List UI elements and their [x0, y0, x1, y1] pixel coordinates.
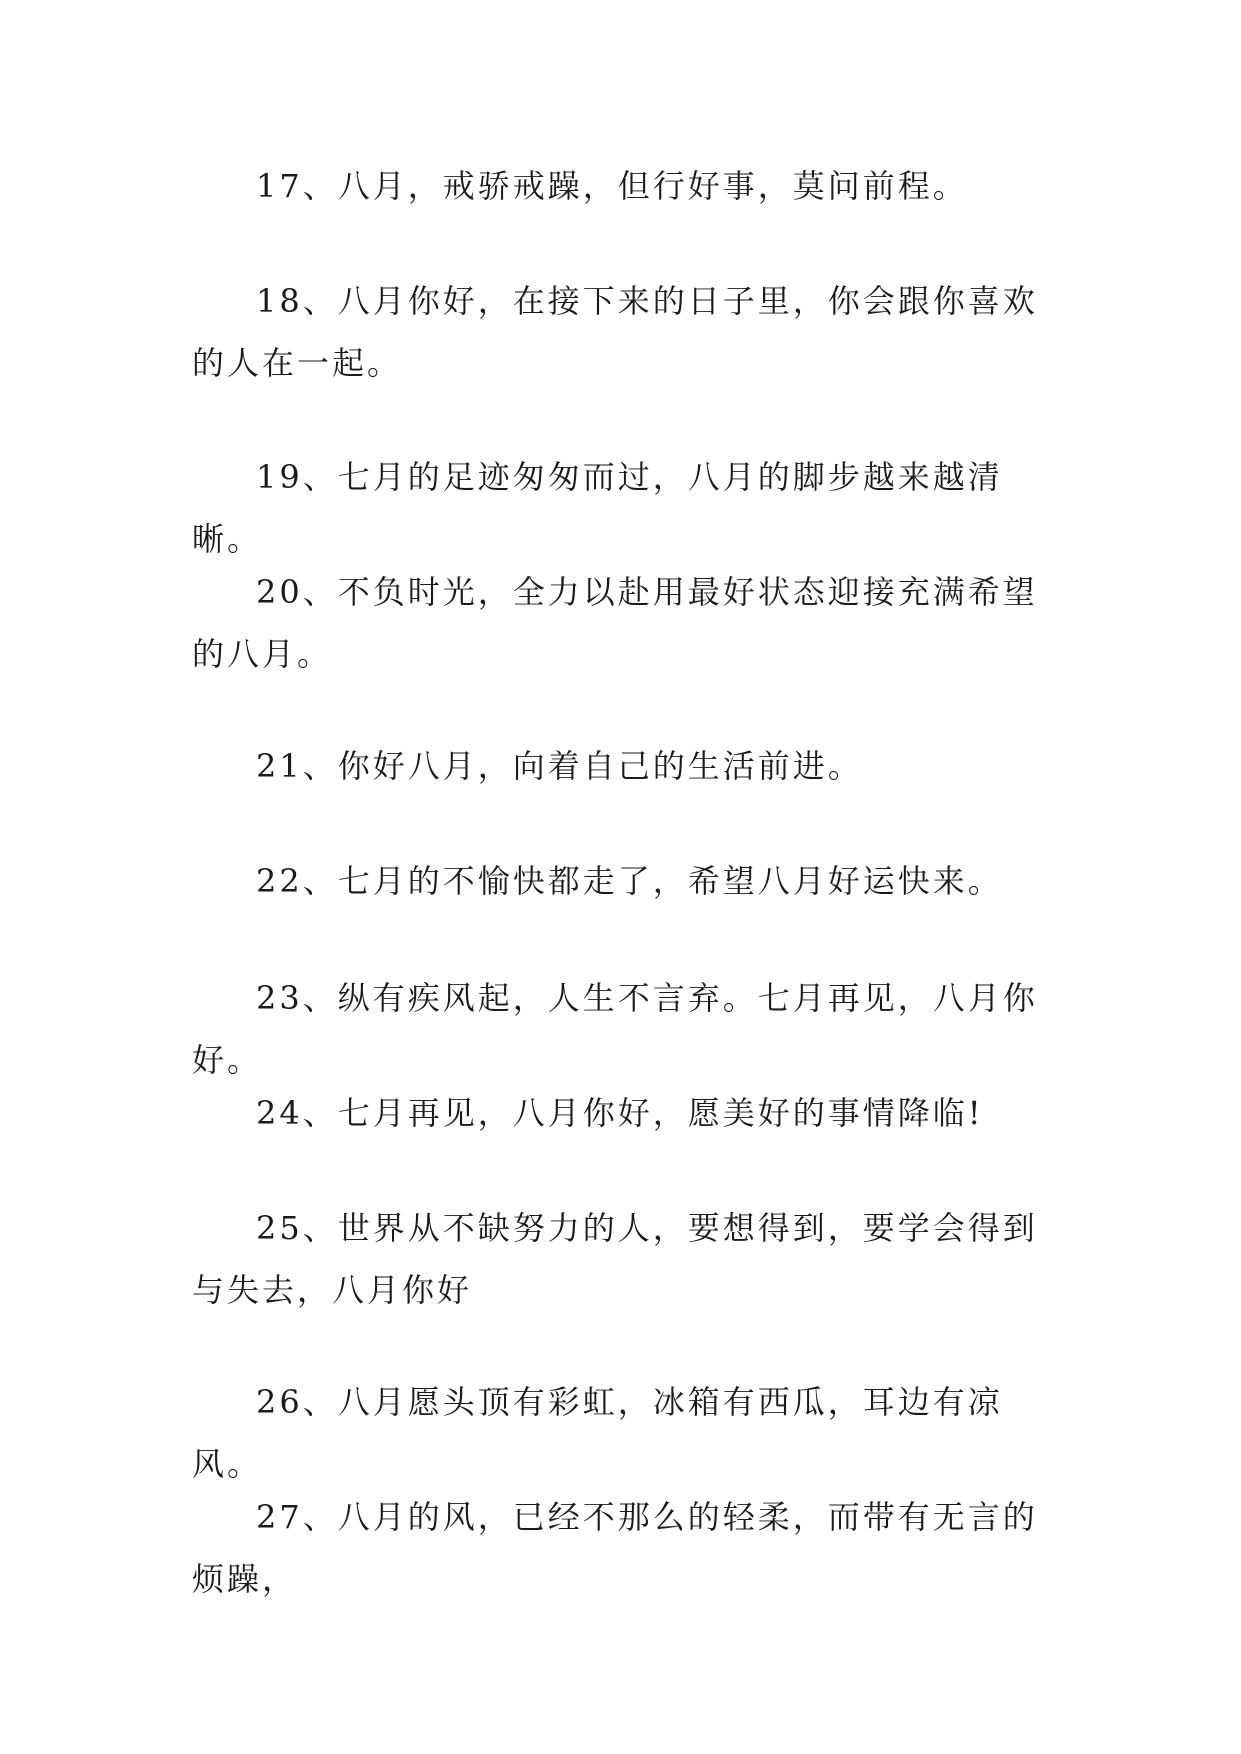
- paragraph-18: 18、八月你好，在接下来的日子里，你会跟你喜欢的人在一起。: [192, 282, 1038, 382]
- paragraph-21: 21、你好八月，向着自己的生活前进。: [256, 747, 863, 785]
- paragraph-17: 17、八月，戒骄戒躁，但行好事，莫问前程。: [256, 167, 968, 205]
- paragraph-23: 23、纵有疾风起，人生不言弃。七月再见，八月你好。: [192, 979, 1038, 1079]
- paragraph-27: 27、八月的风，已经不那么的轻柔，而带有无言的烦躁，: [192, 1498, 1038, 1598]
- paragraph-26: 26、八月愿头顶有彩虹，冰箱有西瓜，耳边有凉风。: [192, 1383, 1003, 1483]
- paragraph-20: 20、不负时光，全力以赴用最好状态迎接充满希望的八月。: [192, 573, 1038, 673]
- paragraph-24: 24、七月再见，八月你好，愿美好的事情降临!: [256, 1094, 984, 1132]
- paragraph-25: 25、世界从不缺努力的人，要想得到，要学会得到与失去，八月你好: [192, 1209, 1038, 1309]
- paragraph-22: 22、七月的不愉快都走了，希望八月好运快来。: [256, 862, 1003, 900]
- paragraph-19: 19、七月的足迹匆匆而过，八月的脚步越来越清晰。: [192, 458, 1003, 558]
